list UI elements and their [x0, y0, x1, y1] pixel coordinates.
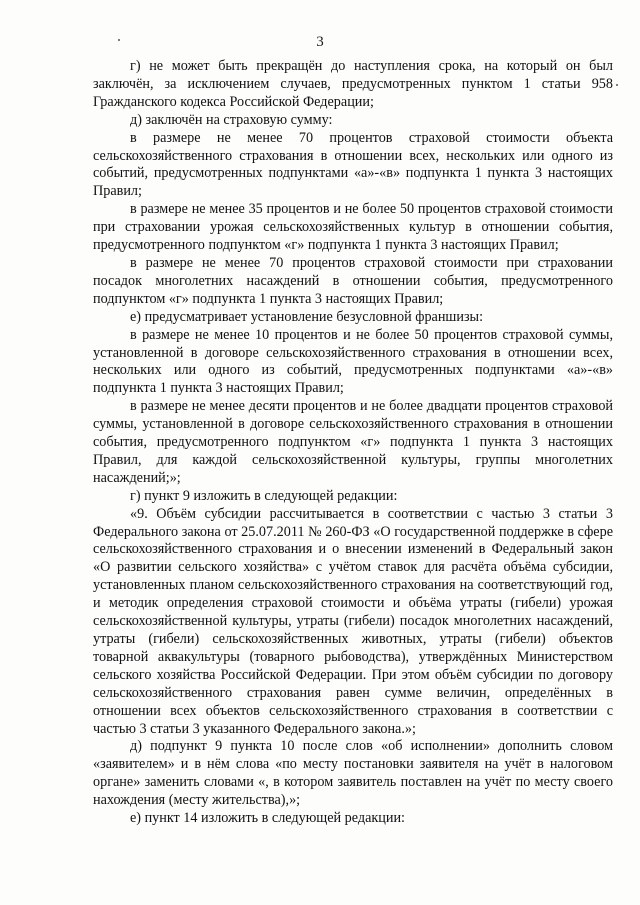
page-number: 3 [316, 34, 324, 50]
paragraph-sum-70-perennial: в размере не менее 70 процентов страховой стоимости при страховании посадок многолетних насаждений в отношении события, предусмотренного подпунктом «г» подпункта 1 пункта 3 настоящих Правил; [93, 254, 613, 307]
paragraph-sum-70-percent: в размере не менее 70 процентов страховой стоимости объекта сельскохозяйственного страхования в отношении всех, нескольких или одного из событий, предусмотренных подпунктами «а»-«в» подпункта 1 пункта 3 настоящих Правил; [93, 129, 613, 200]
paragraph-g-termination: г) не может быть прекращён до наступления срока, на который он был заключён, за исключением случаев, предусмотренных пунктом 1 статьи 958 Гражданского кодекса Российской Федерации; [93, 58, 613, 110]
paragraph-franchise-10-50: в размере не менее 10 процентов и не более 50 процентов страховой суммы, установленной в договоре сельскохозяйственного страхования в отношении всех, нескольких или одного из событий, предусмотренных подпунктами «а»-«в» подпункта 1 пункта 3 настоящих Правил; [93, 326, 613, 397]
paragraph-d-sum-insured: д) заключён на страховую сумму: [130, 111, 333, 128]
paragraph-g-point-9: г) пункт 9 изложить в следующей редакции: [130, 487, 398, 504]
paragraph-e-point-14: е) пункт 14 изложить в следующей редакции: [130, 810, 405, 827]
paragraph-franchise-10-20: в размере не менее десяти процентов и не более двадцати процентов страховой суммы, установленной в договоре сельскохозяйственного страхования в отношении события, предусмотренного подпунктом «г» подпункта 1 пункта 3 настоящих Правил, для каждой сельскохозяйственной культуры, группы многолетних насаждений;»; [93, 398, 613, 486]
paragraph-point-9-text: «9. Объём субсидии рассчитывается в соответствии с частью 3 статьи 3 Федерального закона от 25.07.2011 № 260-ФЗ «О государственной поддержке в сфере сельскохозяйственного страхования и о внесении изменений в Федеральный закон «О развитии сельского хозяйства» с учётом ставок для расчёта объёма субсидии, установленных планом сельскохозяйственного страхования на соответствующий год, и методик определения страховой стоимости и объёма утраты (гибели) урожая сельскохозяйственной культуры, утраты (гибели) посадок многолетних насаждений, утраты (гибели) сельскохозяйственных животных, утраты (гибели) объектов товарной аквакультуры (товарного рыбоводства), утверждённых Министерством сельского хозяйства Российской Федерации. При этом объём субсидии по договору сельскохозяйственного страхования равен сумме величин, определённых в отношении всех объектов сельскохозяйственного страхования в соответствии с частью 3 статьи 3 указанного Федерального закона.»; [93, 505, 613, 737]
paragraph-sum-35-50-percent: в размере не менее 35 процентов и не более 50 процентов страховой стоимости при страховании урожая сельскохозяйственных культур в отношении события, предусмотренного подпунктом «г» подпункта 1 пункта 3 настоящих Правил; [93, 201, 613, 254]
scan-speck [616, 84, 618, 86]
paragraph-d-subpoint-9: д) подпункт 9 пункта 10 после слов «об исполнении» дополнить словом «заявителем» и в нём слова «по месту постановки заявителя на учёт в налоговом органе» заменить словами «, в котором заявитель поставлен на учёт по месту своего нахождения (месту жительства),»; [93, 738, 613, 809]
paragraph-e-franchise: е) предусматривает установление безусловной франшизы: [130, 308, 484, 325]
document-body [93, 58, 613, 828]
